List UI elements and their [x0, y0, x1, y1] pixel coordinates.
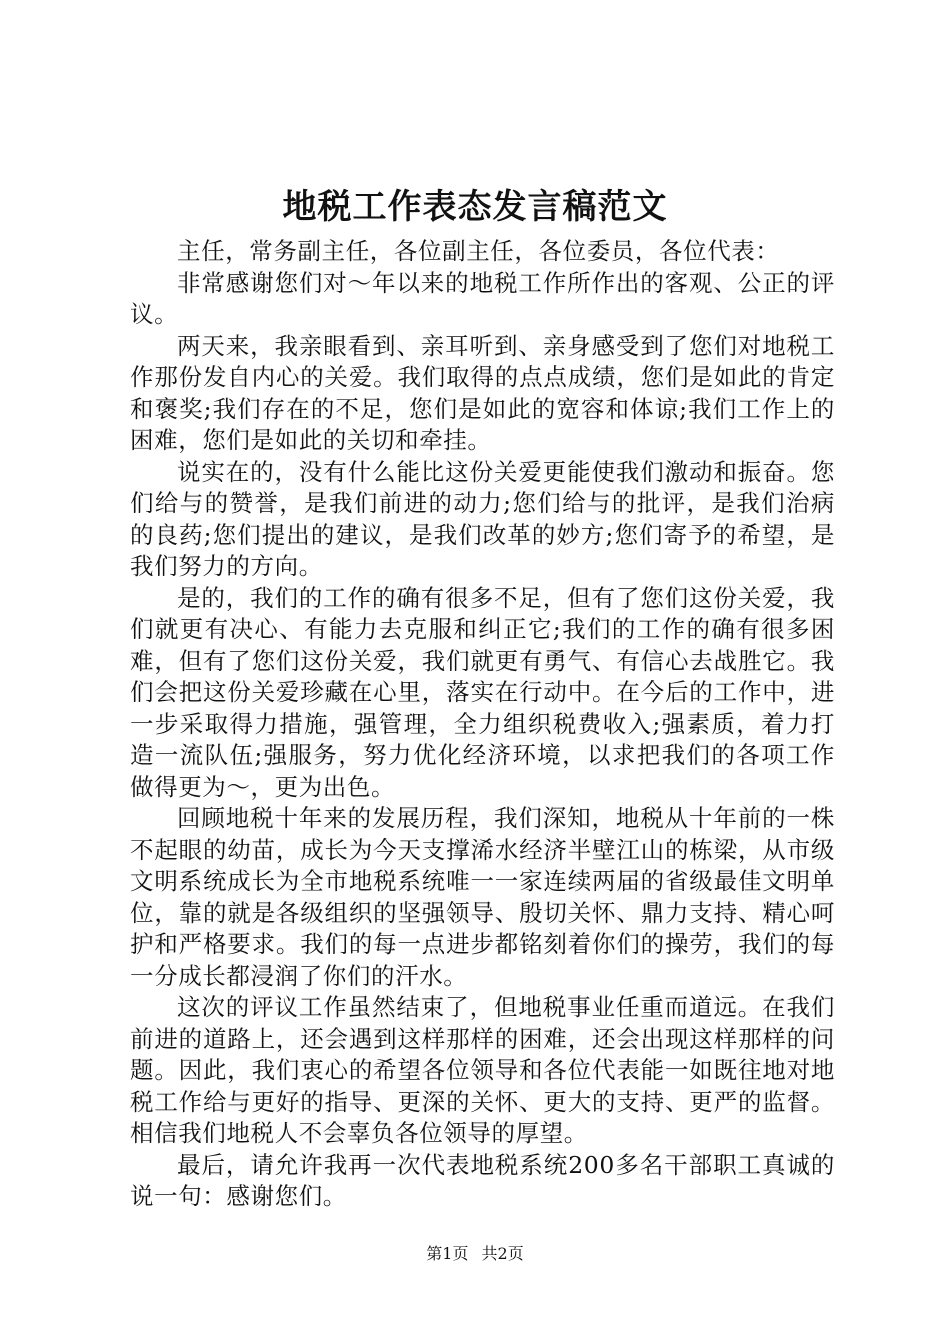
- paragraph: 非常感谢您们对～年以来的地税工作所作出的客观、公正的评议。: [130, 268, 835, 328]
- paragraph: 是的，我们的工作的确有很多不足，但有了您们这份关爱，我们就更有决心、有能力去克服和纠正它;我们的工作的确有很多困难，但有了您们这份关爱，我们就更有勇气、有信心去战胜它。我们会把这份关爱珍藏在心里，落实在行动中。在今后的工作中，进一步采取得力措施，强管理，全力组织税费收入;强素质，着力打造一流队伍;强服务，努力优化经济环境，以求把我们的各项工作做得更为～，更为出色。: [130, 583, 835, 801]
- paragraph: 两天来，我亲眼看到、亲耳听到、亲身感受到了您们对地税工作那份发自内心的关爱。我们取得的点点成绩，您们是如此的肯定和褒奖;我们存在的不足，您们是如此的宽容和体谅;我们工作上的困难，您们是如此的关切和牵挂。: [130, 331, 835, 454]
- paragraph: 最后，请允许我再一次代表地税系统200多名干部职工真诚的说一句：感谢您们。: [130, 1150, 835, 1210]
- paragraph-salutation: 主任，常务副主任，各位副主任，各位委员，各位代表：: [177, 237, 780, 265]
- document-title: 地税工作表态发言稿范文: [282, 187, 668, 227]
- paragraph: 回顾地税十年来的发展历程，我们深知，地税从十年前的一株不起眼的幼苗，成长为今天支撑浠水经济半壁江山的栋梁，从市级文明系统成长为全市地税系统唯一一家连续两届的省级最佳文明单位，靠的就是各级组织的坚强领导、殷切关怀、鼎力支持、精心呵护和严格要求。我们的每一点进步都铭刻着你们的操劳，我们的每一分成长都浸润了你们的汗水。: [130, 804, 835, 990]
- paragraph: 说实在的，没有什么能比这份关爱更能使我们激动和振奋。您们给与的赞誉，是我们前进的动力;您们给与的批评，是我们治病的良药;您们提出的建议，是我们改革的妙方;您们寄予的希望，是我们努力的方向。: [130, 457, 835, 580]
- paragraph: 这次的评议工作虽然结束了，但地税事业任重而道远。在我们前进的道路上，还会遇到这样那样的困难，还会出现这样那样的问题。因此，我们衷心的希望各位领导和各位代表能一如既往地对地税工作给与更好的指导、更深的关怀、更大的支持、更严的监督。相信我们地税人不会辜负各位领导的厚望。: [130, 993, 835, 1147]
- page-total: 共2页: [481, 1244, 524, 1263]
- page-footer: [0, 1242, 950, 1266]
- page-number: 第1页: [426, 1244, 469, 1263]
- document-body: [130, 236, 835, 1213]
